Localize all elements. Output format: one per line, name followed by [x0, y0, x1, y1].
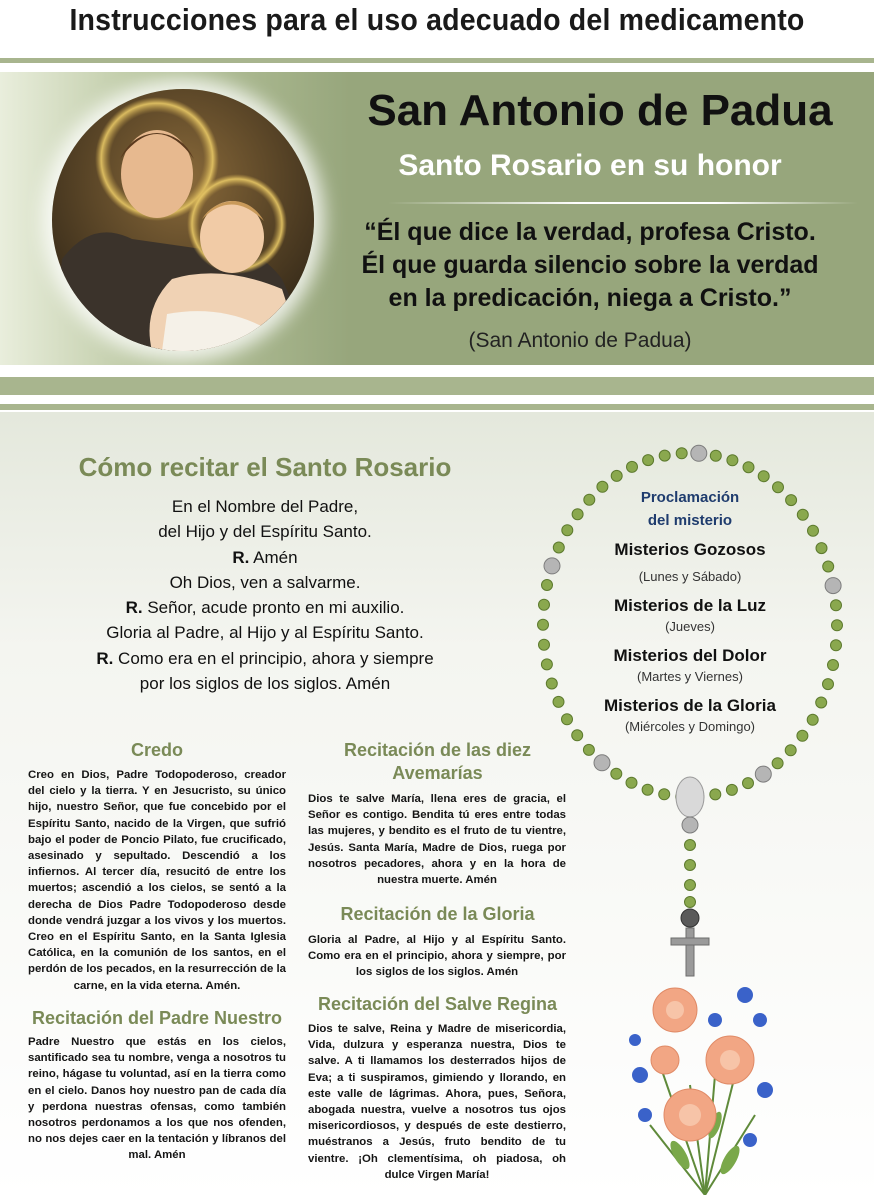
rosary-small-bead	[726, 784, 737, 795]
prayer-line: R. Como era en el principio, ahora y siempre	[96, 648, 434, 668]
divider-band	[0, 404, 874, 410]
hero-title: San Antonio de Padua	[367, 86, 833, 135]
salve-regina-text: Dios te salve, Reina y Madre de misericordia, Vida, dulzura y esperanza nuestra, Dios te salve. A ti llamamos los desterrados hijos de Eva; a ti suspiramos, gimiendo y llorando, en este valle de lágrimas. Ahora, pues, Señora, abogada nuestra, vuelve a nosotros tus ojos misericordiosos, y después de este destierro, muéstranos a Jesús, fruto bendito de tu vientre. ¡Oh clementísima, oh piadosa, oh dulce Virgen María!	[308, 1023, 566, 1181]
rosary-small-bead	[831, 640, 842, 651]
rosary-small-bead	[642, 784, 653, 795]
rosary-small-bead	[831, 600, 842, 611]
prayer-line: R. Señor, acude pronto en mi auxilio.	[125, 598, 405, 618]
rosary-small-bead	[583, 744, 594, 755]
rosary-small-bead	[685, 860, 696, 871]
hero-divider-line	[388, 202, 858, 204]
rosary-large-bead	[682, 817, 698, 833]
rosary-large-bead	[825, 578, 841, 594]
rosary-small-bead	[542, 580, 553, 591]
mystery-days: (Miércoles y Domingo)	[624, 719, 756, 734]
rosary-small-bead	[611, 470, 622, 481]
rosary-small-bead	[823, 679, 834, 690]
section-title-credo: Credo	[130, 740, 183, 760]
rosary-small-bead	[816, 543, 827, 554]
rosary-small-bead	[832, 620, 843, 631]
rosary-centerpiece	[676, 777, 704, 817]
avemarias-text: Dios te salve María, llena eres de gracia, el Señor es contigo. Bendita tú eres entre todas las mujeres, y bendito es el fruto de tu vientre, Jesús. Santa María, Madre de Dios, ruega por nosotros pecadores, ahora y en la hora de nuestra muerte. Amén	[308, 793, 566, 887]
rosary-small-bead	[539, 599, 550, 610]
saint-portrait-image	[52, 89, 314, 351]
rosary-small-bead	[758, 471, 769, 482]
rosary-small-bead	[538, 619, 549, 630]
mystery-name: Misterios Gozosos	[614, 540, 766, 559]
rosary-dark-bead	[681, 909, 699, 927]
hero-quote	[330, 216, 850, 315]
prayer-line: En el Nombre del Padre,	[171, 497, 359, 516]
rosary-small-bead	[727, 455, 738, 466]
rosary-large-bead	[594, 755, 610, 771]
rosary-small-bead	[553, 542, 564, 553]
rosary-small-bead	[710, 789, 721, 800]
proclamation-label	[570, 486, 810, 532]
mysteries-panel	[570, 486, 810, 736]
rosary-small-bead	[627, 461, 638, 472]
rosary-small-bead	[743, 778, 754, 789]
rosary-small-bead	[611, 768, 622, 779]
mystery-name: Misterios del Dolor	[613, 646, 767, 665]
title-line: Avemarías	[392, 763, 483, 783]
section-title-salve-regina: Recitación del Salve Regina	[317, 994, 558, 1014]
quote-source: (San Antonio de Padua)	[468, 329, 692, 352]
rosary-small-bead	[710, 450, 721, 461]
rosary-small-bead	[546, 678, 557, 689]
mystery-name: Misterios de la Gloria	[604, 696, 776, 715]
mystery-days: (Martes y Viernes)	[637, 669, 743, 684]
mystery-days: (Lunes y Sábado)	[638, 569, 742, 584]
rosary-small-bead	[685, 840, 696, 851]
rosary-large-bead	[691, 445, 707, 461]
rosary-small-bead	[553, 696, 564, 707]
padre-nuestro-text: Padre Nuestro que estás en los cielos, santificado sea tu nombre, venga a nosotros tu reino, hágase tu voluntad, así en la tierra como en el cielo. Danos hoy nuestro pan de cada día y perdona nuestras ofensas, como también nosotros perdonamos a los que nos ofenden, no nos dejes caer en la tentación y líbranos del mal. Amén	[28, 1036, 286, 1162]
mystery-days: (Jueves)	[665, 619, 715, 634]
document-title: Instrucciones para el uso adecuado del medicamento	[69, 2, 805, 37]
rosary-small-bead	[685, 880, 696, 891]
prayer-line: por los siglos de los siglos. Amén	[139, 674, 391, 694]
rosary-small-bead	[676, 448, 687, 459]
prayer-line: Oh Dios, ven a salvarme.	[169, 572, 361, 592]
rosary-small-bead	[626, 777, 637, 788]
rosary-small-bead	[785, 745, 796, 756]
flower-bouquet-image	[620, 965, 790, 1195]
prayer-line: del Hijo y del Espíritu Santo.	[158, 522, 372, 542]
section-title-how-to-pray: Cómo recitar el Santo Rosario	[78, 452, 452, 482]
quote-line: en la predicación, niega a Cristo.”	[388, 284, 792, 312]
rosary-small-bead	[541, 659, 552, 670]
hero-subtitle: Santo Rosario en su honor	[398, 149, 782, 182]
quote-line: Él que guarda silencio sobre la verdad	[361, 251, 819, 279]
rosary-small-bead	[772, 758, 783, 769]
rosary-small-bead	[659, 789, 670, 800]
rosary-small-bead	[743, 462, 754, 473]
quote-line: “Él que dice la verdad, profesa Cristo.	[364, 218, 816, 246]
section-title-gloria: Recitación de la Gloria	[340, 904, 535, 924]
rosary-small-bead	[823, 561, 834, 572]
how-to-pray-text	[40, 494, 490, 696]
gloria-text: Gloria al Padre, al Hijo y al Espíritu Santo. Como era en el principio, ahora y siempre, por los siglos de los siglos. Amén	[308, 934, 566, 979]
rosary-small-bead	[539, 639, 550, 650]
rosary-small-bead	[685, 897, 696, 908]
divider-band	[0, 58, 874, 63]
mystery-name: Misterios de la Luz	[613, 596, 767, 615]
title-line: Recitación de las diez	[343, 740, 532, 760]
rosary-small-bead	[816, 697, 827, 708]
rosary-small-bead	[643, 455, 654, 466]
prayer-line: Gloria al Padre, al Hijo y al Espíritu Santo.	[106, 623, 424, 643]
rosary-large-bead	[544, 558, 560, 574]
credo-text: Creo en Dios, Padre Todopoderoso, creador del cielo y la tierra. Y en Jesucristo, su único hijo, nuestro Señor, que fue concebido por el Espíritu Santo, nacido de la Virgen, que sufrió bajo el poder de Poncio Pilato, fue crucificado, asesinado y sepultado. Descendió a los infiernos. Al tercer día, resucitó de entre los muertos; ascendió a los cielos, se sentó a la derecha de Dios Padre Todopoderoso desde donde vendrá juzgar a los vivos y los muertos. Creo en el Espíritu Santo, en la Santa Iglesia Católica, en la comunión de los santos, en el perdón de los pecados, en la resurrección de la carne, en la vida eterna. Amén.	[28, 769, 286, 992]
rosary-large-bead	[755, 766, 771, 782]
rosary-small-bead	[659, 450, 670, 461]
proclamation-line: del misterio	[647, 512, 733, 529]
divider-band	[0, 377, 874, 395]
section-title-padre-nuestro: Recitación del Padre Nuestro	[31, 1008, 283, 1028]
prayer-line: R. Amén	[232, 547, 298, 567]
proclamation-line: Proclamación	[640, 489, 740, 506]
cross-icon	[671, 938, 709, 945]
rosary-small-bead	[828, 660, 839, 671]
